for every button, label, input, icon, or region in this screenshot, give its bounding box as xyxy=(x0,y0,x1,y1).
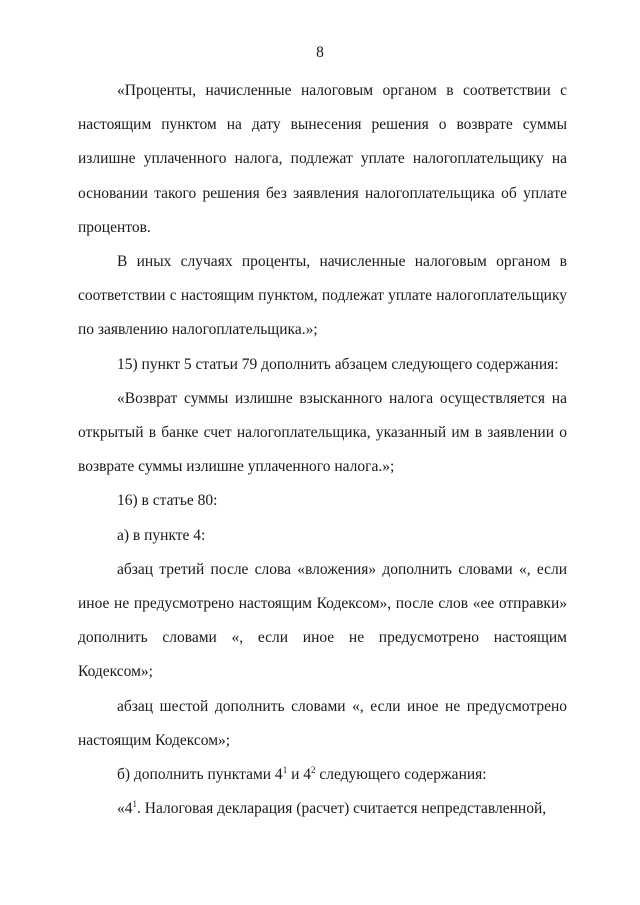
paragraph-point-4-1 xyxy=(78,792,567,826)
paragraph-subitem-b xyxy=(78,758,567,792)
paragraph-sixth-abzac: абзац шестой дополнить словами «, если иное не предусмотрено настоящим Кодексом»; xyxy=(78,697,567,749)
paragraph-item-15: 15) пункт 5 статьи 79 дополнить абзацем следующего содержания: xyxy=(117,355,559,373)
point-4-1-number: «4 xyxy=(117,800,133,818)
superscript-1: 1 xyxy=(132,799,137,810)
paragraph-subitem-a: а) в пункте 4: xyxy=(117,526,206,544)
document-body xyxy=(78,74,567,826)
subitem-b-text-middle: и 4 xyxy=(287,766,311,784)
page-number: 8 xyxy=(316,44,324,61)
subitem-b-text-start: б) дополнить пунктами 4 xyxy=(117,766,283,784)
superscript-1: 1 xyxy=(282,765,288,776)
superscript-2: 2 xyxy=(310,765,316,776)
paragraph-interest-refund: «Проценты, начисленные налоговым органом в соответствии с настоящим пунктом на дату вынесения решения о возврате суммы излишне уплаченного налога, подлежат уплате налогоплательщику на основании такого решения без заявления налогоплательщика об уплате процентов. xyxy=(78,82,567,236)
subitem-b-text-end: следующего содержания: xyxy=(315,766,487,784)
point-4-1-text: . Налоговая декларация (расчет) считается непредставленной, xyxy=(137,800,547,818)
paragraph-other-cases: В иных случаях проценты, начисленные налоговым органом в соответствии с настоящим пунктом, подлежат уплате налогоплательщику по заявлению налогоплательщика.»; xyxy=(78,253,567,339)
paragraph-item-16: 16) в статье 80: xyxy=(117,492,218,510)
paragraph-refund-bank-account: «Возврат суммы излишне взысканного налога осуществляется на открытый в банке счет налогоплательщика, указанный им в заявлении о возврате суммы излишне уплаченного налога.»; xyxy=(78,389,567,476)
paragraph-third-abzac: абзац третий после слова «вложения» дополнить словами «, если иное не предусмотрено настоящим Кодексом», после слов «ее отправки» дополнить словами «, если иное не предусмотрено настоящим Кодексом»; xyxy=(78,560,567,681)
